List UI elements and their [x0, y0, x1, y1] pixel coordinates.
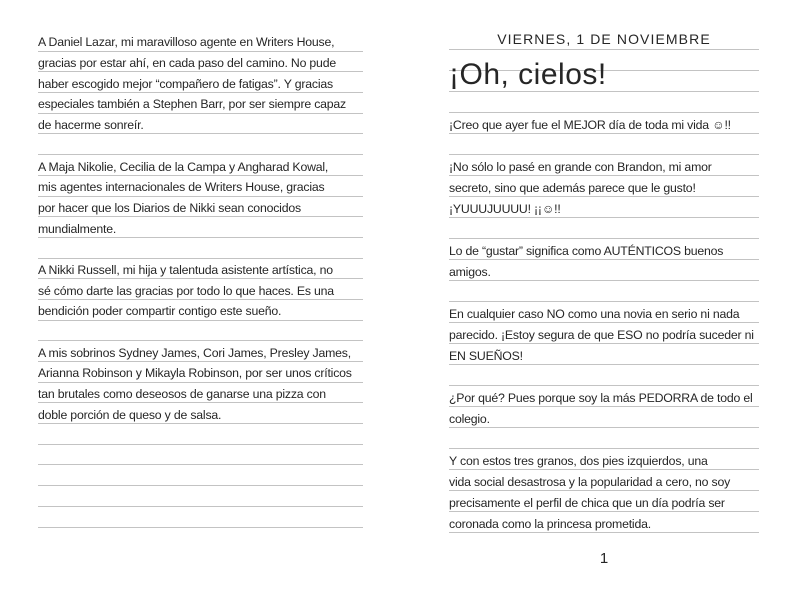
text-line — [449, 344, 759, 365]
text-line — [38, 93, 363, 114]
text-line-content: mis agentes internacionales de Writers House, gracias — [38, 180, 325, 195]
ruled-line-empty — [38, 507, 363, 528]
date-header-line — [449, 29, 759, 50]
text-line — [38, 72, 363, 93]
left-page — [38, 31, 363, 528]
text-line — [38, 279, 363, 300]
text-line — [38, 114, 363, 135]
text-line-content: ¡YUUUJUUUU! ¡¡☺!! — [449, 201, 561, 216]
ruled-line-empty — [449, 281, 759, 302]
text-line-content: A Daniel Lazar, mi maravilloso agente en Writers House, — [38, 35, 335, 50]
text-line-content: vida social desastrosa y la popularidad a cero, no soy — [449, 474, 731, 489]
ruled-line-empty — [38, 321, 363, 342]
ruled-line-empty — [38, 465, 363, 486]
text-line — [38, 155, 363, 176]
text-line-content: ¡Creo que ayer fue el MEJOR día de toda mi vida ☺!! — [449, 117, 731, 132]
text-line-content: especiales también a Stephen Barr, por ser siempre capaz — [38, 97, 347, 112]
text-line — [38, 259, 363, 280]
ruled-line-empty — [449, 92, 759, 113]
ruled-line-empty — [38, 238, 363, 259]
text-line-content: precisamente el perfil de chica que un día podría ser — [449, 495, 725, 510]
ruled-line-empty — [449, 365, 759, 386]
entry-title-line — [449, 57, 759, 92]
text-line — [38, 383, 363, 404]
text-line-content: A Nikki Russell, mi hija y talentuda asistente artística, no — [38, 262, 333, 277]
text-line-content: A mis sobrinos Sydney James, Cori James, Presley James, — [38, 345, 351, 360]
ruled-line-empty — [38, 486, 363, 507]
ruled-line-empty — [449, 218, 759, 239]
date-header: VIERNES, 1 DE NOVIEMBRE — [497, 31, 711, 47]
text-line — [449, 491, 759, 512]
text-line-content: coronada como la princesa prometida. — [449, 516, 651, 531]
text-line — [38, 341, 363, 362]
text-line-content: ¿Por qué? Pues porque soy la más PEDORRA de todo el — [449, 390, 753, 405]
text-line — [38, 217, 363, 238]
text-line — [449, 449, 759, 470]
text-line-content: sé cómo darte las gracias por todo lo que haces. Es una — [38, 283, 334, 298]
text-line — [449, 239, 759, 260]
text-line-content: secreto, sino que además parece que le gusto! — [449, 180, 696, 195]
text-line-content: gracias por estar ahí, en cada paso del camino. No pude — [38, 56, 336, 71]
text-line — [38, 362, 363, 383]
text-line — [449, 470, 759, 491]
text-line — [449, 386, 759, 407]
text-line-content: de hacerme sonreír. — [38, 118, 144, 133]
text-line-content: EN SUEÑOS! — [449, 348, 523, 363]
text-line-content: En cualquier caso NO como una novia en serio ni nada — [449, 306, 740, 321]
text-line — [449, 155, 759, 176]
text-line-content: tan brutales como deseosos de ganarse una pizza con — [38, 387, 326, 402]
text-line — [449, 113, 759, 134]
text-line-content: colegio. — [449, 411, 490, 426]
text-line — [449, 407, 759, 428]
text-line-content: Lo de “gustar” significa como AUTÉNTICOS buenos — [449, 243, 724, 258]
text-line-content: ¡No sólo lo pasé en grande con Brandon, mi amor — [449, 159, 712, 174]
ruled-line-empty — [38, 445, 363, 466]
ruled-line-empty — [38, 134, 363, 155]
text-line — [449, 260, 759, 281]
text-line-content: amigos. — [449, 264, 491, 279]
page-number: 1 — [599, 550, 609, 567]
text-line-content: parecido. ¡Estoy segura de que ESO no podría suceder ni — [449, 327, 754, 342]
text-line — [449, 302, 759, 323]
ruled-line-empty — [449, 134, 759, 155]
text-line — [449, 176, 759, 197]
text-line-content: por hacer que los Diarios de Nikki sean conocidos — [38, 200, 301, 215]
text-line-content: doble porción de queso y de salsa. — [38, 407, 222, 422]
text-line — [449, 197, 759, 218]
text-line-content: mundialmente. — [38, 221, 117, 236]
right-page — [449, 29, 759, 567]
entry-title: ¡Oh, cielos! — [449, 57, 607, 91]
text-line — [449, 323, 759, 344]
ruled-line-empty — [38, 424, 363, 445]
text-line — [38, 31, 363, 52]
text-line — [38, 403, 363, 424]
text-line-content: bendición poder compartir contigo este sueño. — [38, 304, 282, 319]
text-line — [449, 512, 759, 533]
text-line — [38, 52, 363, 73]
text-line-content: Arianna Robinson y Mikayla Robinson, por ser unos críticos — [38, 366, 352, 381]
text-line — [38, 197, 363, 218]
ruled-line-empty — [449, 428, 759, 449]
text-line — [38, 176, 363, 197]
text-line-content: A Maja Nikolie, Cecilia de la Campa y Angharad Kowal, — [38, 159, 329, 174]
text-line-content: haber escogido mejor “compañero de fatigas”. Y gracias — [38, 76, 333, 91]
text-line — [38, 300, 363, 321]
text-line-content: Y con estos tres granos, dos pies izquierdos, una — [449, 453, 708, 468]
